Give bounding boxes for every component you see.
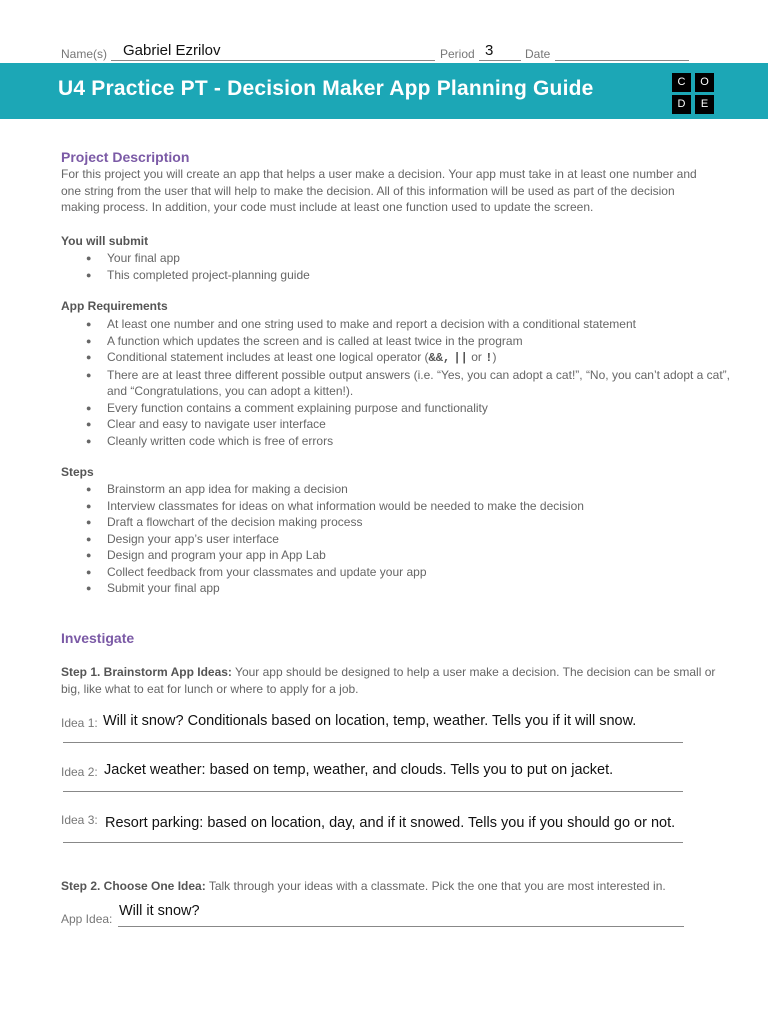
name-underline [111, 60, 435, 61]
or-operator: || [453, 351, 468, 365]
idea-underline [63, 742, 683, 743]
list-item: ● Every function contains a comment explaining purpose and functionality [61, 400, 731, 417]
idea-label: Idea 1: [61, 716, 98, 730]
list-item: ● Interview classmates for ideas on what information would be needed to make the decision [61, 498, 731, 515]
list-item: ● Cleanly written code which is free of errors [61, 433, 731, 450]
list-item: ● At least one number and one string used to make and report a decision with a conditional statement [61, 316, 731, 333]
list-item: ● Your final app [61, 250, 731, 267]
list-item: ● Draft a flowchart of the decision making process [61, 514, 731, 531]
step1-text: Your app should be designed to help a user make a decision. The decision can be small or big, like what to eat for lunch or where to apply for a job. [61, 665, 716, 696]
logo-letter: O [695, 73, 714, 92]
idea-label: Idea 2: [61, 765, 98, 779]
code-org-logo [670, 70, 718, 114]
list-item: ● Design and program your app in App Lab [61, 547, 731, 564]
submit-heading: You will submit [61, 234, 149, 248]
requirements-list [61, 316, 731, 449]
project-description-heading: Project Description [61, 149, 190, 165]
app-idea-field[interactable]: Will it snow? [119, 903, 200, 919]
list-item: ● Collect feedback from your classmates and update your app [61, 564, 731, 581]
steps-list [61, 481, 731, 597]
or-word: or [471, 350, 482, 364]
not-operator: ! [485, 351, 493, 365]
date-label: Date [525, 47, 551, 61]
list-item: ● Brainstorm an app idea for making a decision [61, 481, 731, 498]
idea-underline [63, 791, 683, 792]
idea-underline [63, 842, 683, 843]
logo-letter: E [695, 95, 714, 114]
list-item: ● A function which updates the screen and is called at least twice in the program [61, 333, 731, 350]
period-label: Period [440, 47, 475, 61]
steps-heading: Steps [61, 465, 94, 479]
logo-letter: C [672, 73, 691, 92]
step1-label: Step 1. Brainstorm App Ideas: [61, 665, 232, 679]
idea-3-field[interactable]: Resort parking: based on location, day, and if it snowed. Tells you if you should go or not. [105, 815, 676, 831]
date-underline [555, 60, 689, 61]
page-title: U4 Practice PT - Decision Maker App Planning Guide [58, 77, 594, 100]
student-info-line [61, 42, 691, 64]
step2-label: Step 2. Choose One Idea: [61, 879, 206, 893]
submit-list [61, 250, 731, 283]
idea-row-1 [61, 713, 691, 743]
list-item: ● Clear and easy to navigate user interface [61, 416, 731, 433]
logo-letter: D [672, 95, 691, 114]
list-item: ● There are at least three different possible output answers (i.e. “Yes, you can adopt a cat!”, “No, you can’t adopt a cat”, and “Congratulations, you can adopt a kitten!). [61, 367, 731, 400]
app-idea-row [61, 897, 691, 929]
app-idea-underline [118, 926, 684, 927]
list-item: ● Submit your final app [61, 580, 731, 597]
closing-paren: ) [492, 350, 497, 364]
list-item: ● Design your app’s user interface [61, 531, 731, 548]
step1-instructions [61, 664, 721, 698]
project-description-text: For this project you will create an app that helps a user make a decision. Your app must take in at least one number and one string from the user that will help to make the decision. All of this information will be used as part of the decision making process. In addition, your code must include at least one function used to update the screen. [61, 167, 697, 214]
title-banner [0, 63, 768, 119]
and-operator: &&, [428, 351, 451, 365]
investigate-heading: Investigate [61, 630, 135, 646]
step2-text: Talk through your ideas with a classmate. Pick the one that you are most interested in. [205, 879, 666, 893]
idea-row-2 [61, 762, 691, 792]
idea-1-field[interactable]: Will it snow? Conditionals based on location, temp, weather. Tells you if it will snow. [103, 713, 637, 729]
name-field[interactable]: Gabriel Ezrilov [123, 42, 221, 59]
step2-instructions [61, 878, 721, 895]
name-label: Name(s) [61, 47, 108, 61]
requirements-heading: App Requirements [61, 299, 168, 313]
list-item [61, 349, 731, 367]
idea-row-3 [61, 813, 691, 843]
list-item: ● This completed project-planning guide [61, 267, 731, 284]
idea-2-field[interactable]: Jacket weather: based on temp, weather, and clouds. Tells you to put on jacket. [104, 762, 614, 778]
period-underline [479, 60, 521, 61]
app-idea-label: App Idea: [61, 912, 113, 926]
logical-operator-text: Conditional statement includes at least one logical operator ( [107, 350, 429, 364]
period-field[interactable]: 3 [485, 42, 494, 59]
idea-label: Idea 3: [61, 813, 98, 827]
